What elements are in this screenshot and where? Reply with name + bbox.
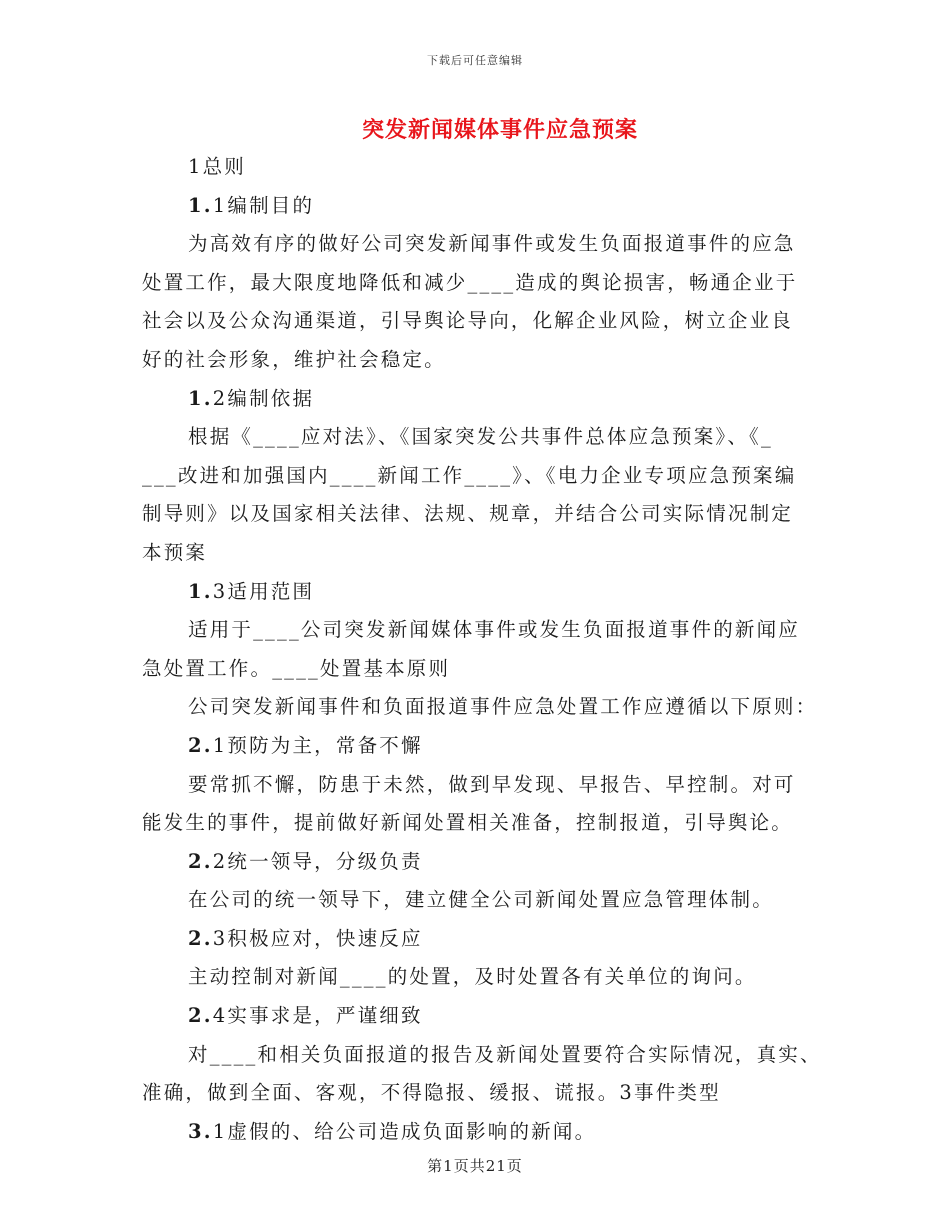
section-heading — [142, 573, 822, 612]
section-number: 1. — [188, 193, 213, 217]
body-text-line — [142, 302, 822, 341]
section-heading — [142, 727, 822, 766]
body-text-line — [142, 766, 822, 805]
line-text: 对____和相关负面报道的报告及新闻处置要符合实际情况，真实、 — [188, 1042, 822, 1066]
line-text: 1编制目的 — [212, 193, 315, 217]
line-text: 根据《____应对法》、《国家突发公共事件总体应急预案》、《_ — [188, 425, 773, 449]
body-text-line — [142, 495, 822, 534]
section-heading — [142, 1113, 822, 1152]
body-text-line — [142, 650, 822, 689]
body-text-line — [142, 341, 822, 380]
body-text-line — [142, 958, 822, 997]
section-number: 3. — [188, 1119, 213, 1143]
line-text: 主动控制对新闻____的处置，及时处置各有关单位的询问。 — [188, 965, 757, 989]
line-text: 公司突发新闻事件和负面报道事件应急处置工作应遵循以下原则： — [188, 695, 818, 719]
line-text: 1总则 — [188, 155, 247, 178]
line-text: 处置工作，最大限度地降低和减少____造成的舆论损害，畅通企业于 — [142, 270, 798, 294]
body-text-line — [142, 148, 822, 187]
line-text: 4实事求是，严谨细致 — [212, 1004, 423, 1028]
header-note: 下载后可任意编辑 — [427, 54, 523, 67]
line-text: 社会以及公众沟通渠道，引导舆论导向，化解企业风险，树立企业良 — [142, 309, 794, 333]
body-text-line — [142, 1074, 822, 1113]
line-text: 2编制依据 — [212, 386, 315, 410]
line-text: 3积极应对，快速反应 — [212, 926, 423, 950]
line-text: 1虚假的、给公司造成负面影响的新闻。 — [212, 1119, 597, 1143]
line-text: 为高效有序的做好公司突发新闻事件或发生负面报道事件的应急 — [188, 232, 796, 256]
section-heading — [142, 187, 822, 226]
body-text-line — [142, 457, 822, 496]
body-text-line — [142, 1036, 822, 1075]
line-text: 急处置工作。____处置基本原则 — [142, 656, 451, 680]
section-number: 2. — [188, 733, 213, 757]
line-text: 好的社会形象，维护社会稳定。 — [142, 347, 446, 371]
body-text-line — [142, 534, 822, 573]
body-text-line — [142, 418, 822, 457]
line-text: 制导则》以及国家相关法律、法规、规章，并结合公司实际情况制定 — [142, 502, 794, 526]
section-number: 1. — [188, 579, 213, 603]
body-text-line — [142, 611, 822, 650]
section-number: 2. — [188, 926, 213, 950]
body-text-line — [142, 688, 822, 727]
section-number: 2. — [188, 849, 213, 873]
line-text: 要常抓不懈，防患于未然，做到早发现、早报告、早控制。对可 — [188, 772, 796, 796]
document-title: 突发新闻媒体事件应急预案 — [361, 117, 638, 143]
section-heading — [142, 997, 822, 1036]
line-text: ___改进和加强国内____新闻工作____》、《电力企业专项应急预案编 — [142, 463, 797, 487]
line-text: 适用于____公司突发新闻媒体事件或发生负面报道事件的新闻应 — [188, 618, 801, 642]
line-text: 1预防为主，常备不懈 — [212, 733, 423, 757]
document-body — [142, 148, 822, 1151]
body-text-line — [142, 264, 822, 303]
line-text: 准确，做到全面、客观，不得隐报、缓报、谎报。3事件类型 — [142, 1081, 721, 1105]
section-heading — [142, 920, 822, 959]
section-number: 1. — [188, 386, 213, 410]
body-text-line — [142, 225, 822, 264]
section-number: 2. — [188, 1004, 213, 1028]
section-heading — [142, 380, 822, 419]
line-text: 在公司的统一领导下，建立健全公司新闻处置应急管理体制。 — [188, 888, 774, 912]
body-text-line — [142, 881, 822, 920]
line-text: 本预案 — [142, 540, 208, 564]
section-heading — [142, 843, 822, 882]
line-text: 3适用范围 — [212, 579, 315, 603]
line-text: 能发生的事件，提前做好新闻处置相关准备，控制报道，引导舆论。 — [142, 811, 794, 835]
line-text: 2统一领导，分级负责 — [212, 849, 423, 873]
page-footer: 第1页共21页 — [427, 1157, 523, 1175]
body-text-line — [142, 804, 822, 843]
